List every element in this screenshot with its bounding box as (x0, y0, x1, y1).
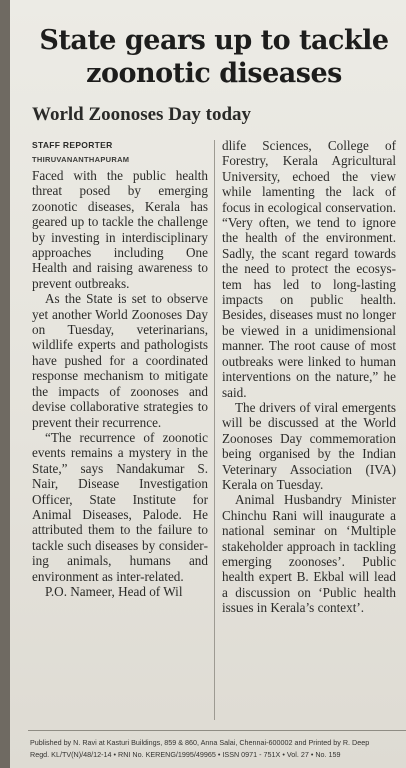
body-paragraph: The drivers of viral emergents will be discussed at the World Zoonoses Day commemoration being organised by the Indian Veterinary Association (IVA) Kerala on Tuesday. (222, 399, 396, 492)
headline: State gears up to tackle zoonotic diseases (39, 25, 389, 89)
newspaper-page (10, 0, 406, 768)
article-column-left (32, 168, 208, 599)
body-paragraph: P.O. Nameer, Head of Wil (45, 583, 183, 599)
imprint-line-registration: Regd. KL/TV(N)/48/12-14 • RNI No. KERENG/1995/49965 • ISSN 0971 - 751X • Vol. 27 • No. 159 (30, 750, 341, 759)
footer-rule (28, 730, 406, 731)
dateline: THIRUVANANTHAPURAM (32, 155, 130, 164)
body-paragraph: Animal Husbandry Minister Chinchu Rani will inaugurate a national seminar on ‘Multiple stakeholder approach in tackling emerging zoonoses’. Public health expert B. Ekbal will lead a discussion on ‘Public health issues in Kerala’s context’. (222, 492, 396, 616)
byline: STAFF REPORTER (32, 140, 113, 150)
body-paragraph: “The recurrence of zoonotic events remains a mystery in the State,” says Nandakumar S. Nair, Disease Investigation Officer, State Institute for Animal Diseases, Palode. He attributed them to the failure to tackle such diseases by considering animals, humans and environment as inter-related. (32, 429, 208, 584)
body-paragraph: As the State is set to observe yet another World Zoonoses Day on Tuesday, veterinarians, wildlife experts and pathologists have pushed for a coordinated response mechanism to mitigate the impacts of zoonoses and devise collaborative strategies to prevent their recurrence. (32, 291, 208, 430)
imprint-line-publisher: Published by N. Ravi at Kasturi Buildings, 859 & 860, Anna Salai, Chennai-600002 and Printed by R. Deep (30, 738, 370, 747)
column-divider (214, 140, 215, 720)
imprint (30, 737, 406, 761)
subheadline: World Zoonoses Day today (32, 104, 252, 125)
article-column-right (222, 138, 396, 616)
body-paragraph: Faced with the public health threat posed by emerging zoonotic diseases, Kerala has geared up to tackle the challenge by investing in interdisciplinary approaches including One Health and raising awareness to prevent outbreaks. (32, 168, 208, 291)
body-paragraph: dlife Sciences, College of Forestry, Kerala Agricultural University, echoed the view while lamenting the lack of focus in ecological conservation. “Very often, we tend to ignore the health of the environment. Sadly, the scant regard towards the need to protect the ecosystem has led to long-lasting impacts on public health. Besides, diseases must no longer be viewed in a unidimensional manner. The root cause of most outbreaks were linked to human interventions on the nature,” he said. (222, 138, 396, 400)
